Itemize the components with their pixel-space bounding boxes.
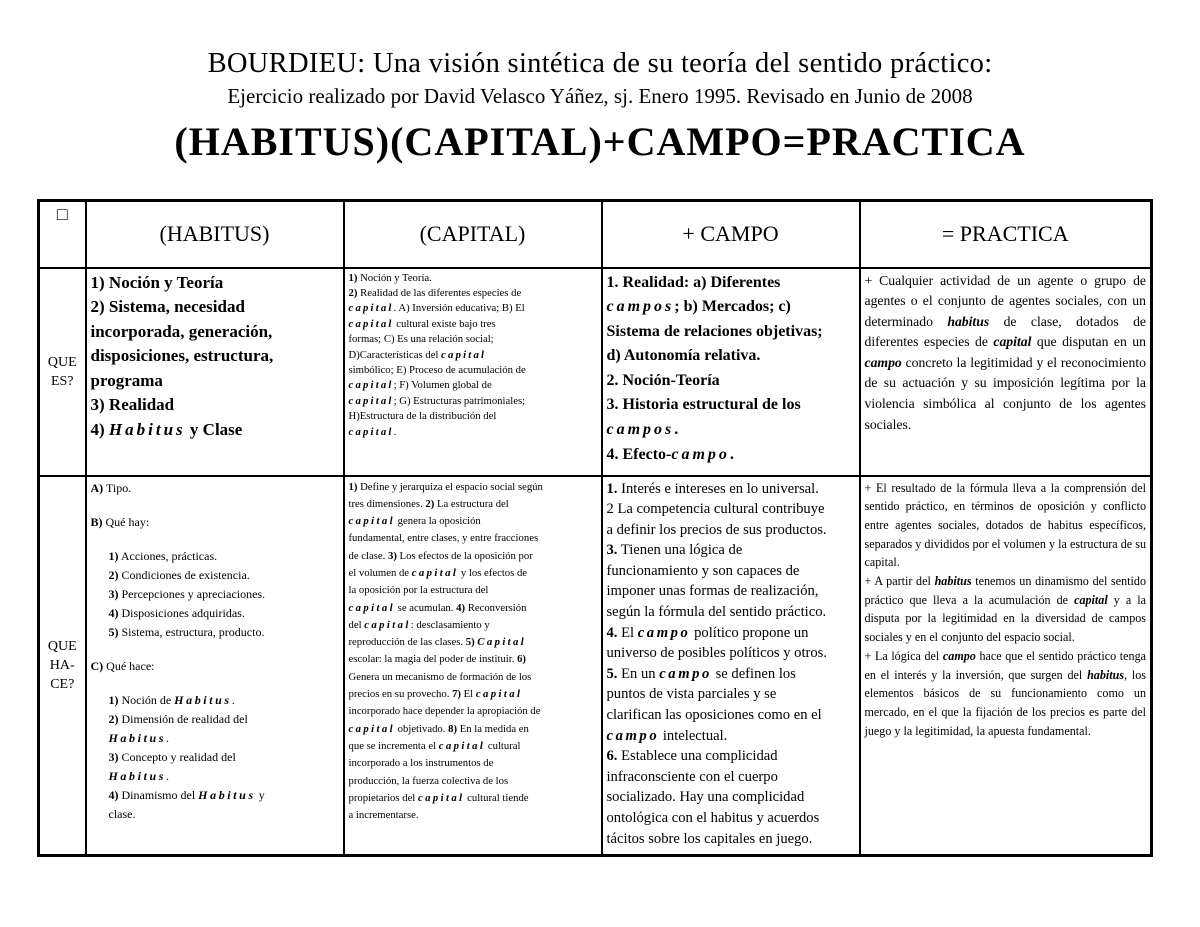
text-run: capital — [441, 348, 487, 361]
text-run: Tienen una lógica de — [617, 542, 743, 559]
text-run: 1. — [606, 480, 618, 497]
text-line — [607, 581, 855, 602]
text-run: capital — [348, 317, 394, 330]
text-run: intelectual. — [659, 727, 728, 744]
text-line — [91, 369, 339, 394]
text-run: habitus — [1087, 667, 1125, 682]
text-line — [349, 301, 597, 316]
text-run: Habitus — [198, 787, 256, 802]
text-run: 6. — [606, 748, 618, 765]
text-line — [607, 787, 855, 808]
text-paragraph — [865, 271, 1147, 436]
text-run: imponer unas formas de realización, — [606, 583, 819, 600]
text-run: socializado. Hay una complicidad — [606, 789, 805, 806]
text-run: cultural — [485, 739, 521, 752]
text-line — [349, 425, 597, 440]
text-run: Noción de — [118, 692, 175, 707]
row-label-que-hace — [39, 476, 86, 856]
column-header-capital: (CAPITAL) — [344, 201, 602, 268]
header-marker-cell — [39, 201, 86, 268]
row-label-que-es — [39, 268, 86, 476]
text-run: La estructura del — [434, 497, 509, 510]
text-run: y — [255, 787, 265, 802]
text-line — [91, 604, 339, 623]
text-run: El — [617, 624, 638, 641]
text-run: Dinamismo del — [118, 787, 199, 802]
text-run: 2) — [90, 297, 105, 316]
text-run: 2) — [425, 497, 435, 510]
text-run: capital — [348, 601, 395, 614]
document-title: BOURDIEU: Una visión sintética de su teoría del sentido práctico: — [207, 48, 993, 79]
text-run: se acumulan. — [394, 601, 457, 614]
text-run: . — [729, 445, 734, 463]
text-run: Sistema de relaciones objetivas; — [606, 322, 823, 340]
text-run: Qué hay: — [102, 514, 150, 529]
text-line — [607, 705, 855, 726]
text-run: campo — [659, 665, 712, 682]
text-run: Habitus — [108, 730, 167, 745]
text-run: campos — [606, 421, 675, 439]
text-run: 4) — [108, 605, 119, 620]
cell-practica-que-es — [860, 268, 1152, 476]
text-line — [91, 566, 339, 585]
line-gap — [91, 676, 339, 691]
text-run: 1) — [348, 480, 358, 493]
column-header-habitus: (HABITUS) — [86, 201, 344, 268]
line-gap — [91, 498, 339, 513]
text-line — [349, 286, 597, 301]
text-run: precios en su provecho. — [348, 688, 453, 701]
text-run: y a la disputa por la legitimidad en la diversidad de campos sociales y en el conjunto del espacio social. — [864, 592, 1146, 645]
text-run: y los efectos de — [458, 566, 528, 579]
text-run: Interés e intereses en lo universal. — [617, 480, 819, 497]
text-run: campo — [864, 354, 902, 370]
text-line — [91, 805, 339, 824]
text-run: ; F) Volumen global de — [393, 379, 492, 392]
text-run: concreto la legitimidad y el reconocimiento de su actuación y su imposición legítima por la violencia simbólica al conjunto de los agentes sociales. — [864, 354, 1146, 432]
text-run: El — [460, 688, 476, 701]
text-line — [349, 738, 597, 755]
text-run: + Cualquier actividad de un agente o grupo de agentes o el conjunto de agentes sociales, con un determinado — [864, 272, 1146, 329]
text-run: el volumen de — [348, 566, 412, 579]
text-run: 4. Efecto- — [606, 445, 672, 463]
text-line — [607, 643, 855, 664]
row-label-que-es-text: QUE ES? — [47, 354, 77, 389]
text-run: + El resultado de la fórmula lleva a la comprensión del sentido práctico, en términos de oposición y conflicto entre agentes sociales, dotados de habitus específicos, separados y divididos por el volumen y la estructura de su capital. — [864, 480, 1146, 570]
text-run: capital — [438, 739, 486, 752]
text-run: 2 La competencia cultural contribuye — [606, 501, 825, 518]
text-run: . — [166, 730, 170, 745]
text-run: según la fórmula del sentido práctico. — [606, 604, 827, 621]
text-run: ; b) Mercados; c) — [674, 298, 791, 316]
text-line — [607, 767, 855, 788]
text-run: tácitos sobre los capitales en juego. — [606, 830, 813, 847]
text-run: capital — [475, 688, 523, 701]
text-run: capital — [348, 302, 394, 315]
text-line — [349, 317, 597, 332]
text-run: 1) — [108, 548, 119, 563]
text-run: universo de posibles políticos y otros. — [606, 645, 828, 662]
text-run: político propone un — [690, 624, 809, 641]
text-run: Condiciones de existencia. — [118, 567, 250, 582]
text-line — [349, 703, 597, 720]
text-run: Habitus — [108, 419, 186, 439]
text-line — [607, 369, 855, 394]
text-run: se definen los — [711, 665, 796, 682]
text-line — [349, 271, 597, 286]
text-line — [91, 418, 339, 443]
text-run: D)Características del — [348, 348, 442, 361]
text-run: genera la oposición — [394, 515, 481, 528]
text-line — [607, 520, 855, 541]
text-run: capital — [348, 394, 394, 407]
text-line — [607, 623, 855, 644]
text-run: incorporado a los instrumentos de — [348, 757, 494, 770]
text-run: la oposición por la estructura del — [348, 584, 489, 597]
text-run: . — [231, 692, 235, 707]
text-run: que disputan en un — [1031, 334, 1146, 350]
text-run: capital — [348, 425, 394, 438]
text-line — [91, 513, 339, 532]
text-run: 2) — [108, 711, 119, 726]
text-run: . — [674, 421, 679, 439]
text-run: Establece una complicidad — [617, 748, 778, 765]
text-run: incorporada, generación, — [90, 321, 273, 341]
checkbox-glyph: □ — [56, 204, 68, 224]
text-run: objetivado. — [394, 722, 449, 735]
text-run: campos — [606, 298, 675, 316]
text-run: capital — [348, 379, 394, 392]
text-line — [91, 623, 339, 642]
text-run: + La lógica del — [864, 648, 943, 663]
text-paragraph — [865, 572, 1147, 647]
text-line — [91, 295, 339, 320]
text-run: funcionamiento y son capaces de — [606, 562, 800, 579]
text-run: Noción y Teoría. — [357, 271, 432, 284]
text-run: programa — [90, 370, 163, 390]
text-line — [607, 344, 855, 369]
text-run: 3) — [108, 586, 119, 601]
column-header-practica: = PRACTICA — [860, 201, 1152, 268]
text-run: 4) — [90, 419, 105, 439]
text-run: capital — [348, 515, 395, 528]
text-run: capital — [1074, 592, 1108, 607]
table-row-que-es — [39, 268, 1152, 476]
text-paragraph — [865, 479, 1147, 573]
text-line — [607, 393, 855, 418]
text-line — [607, 808, 855, 829]
text-run: Disposiciones adquiridas. — [118, 605, 245, 620]
text-run: escolar: la magia del poder de instituir. — [348, 653, 518, 666]
text-line — [349, 686, 597, 703]
text-line — [91, 479, 339, 498]
text-run: capital — [348, 722, 395, 735]
text-run: Tipo. — [103, 480, 132, 495]
table-row-que-hace — [39, 476, 1152, 856]
text-run: capital — [411, 566, 459, 579]
text-run: campo — [606, 727, 660, 744]
text-run: ontológica con el habitus y acuerdos — [606, 810, 820, 826]
text-run: 7) — [452, 688, 461, 701]
text-line — [349, 651, 597, 668]
text-line — [349, 496, 597, 513]
cell-capital-que-hace — [344, 476, 602, 856]
text-paragraph — [865, 647, 1147, 741]
text-run: tenemos un dinamismo del sentido práctico que lleva a la acumulación de — [864, 574, 1146, 607]
text-line — [349, 755, 597, 772]
text-run: En un — [617, 665, 660, 682]
text-run: infraconsciente con el cuerpo — [606, 768, 778, 785]
text-run: 3) — [90, 395, 105, 414]
text-run: Sistema, necesidad — [104, 297, 245, 316]
text-run: producción, la fuerza colectiva de los — [348, 774, 509, 787]
document-subtitle: Ejercicio realizado por David Velasco Yáñez, sj. Enero 1995. Revisado en Junio de 2008 — [227, 84, 973, 108]
text-run: capital — [993, 334, 1032, 350]
text-line — [349, 348, 597, 363]
text-run: . A) Inversión educativa; B) El — [393, 302, 525, 315]
text-run: 6) — [517, 653, 526, 666]
cell-habitus-que-es — [86, 268, 344, 476]
text-line — [91, 691, 339, 710]
text-run: a definir los precios de sus productos. — [606, 521, 827, 538]
text-run: 1) — [348, 271, 358, 284]
text-line — [607, 664, 855, 685]
text-run: clase. — [108, 806, 136, 821]
text-run: campo — [942, 648, 976, 663]
text-run: 1) — [90, 272, 105, 292]
text-run: 5) — [108, 624, 119, 639]
cell-capital-que-es — [344, 268, 602, 476]
text-line — [91, 271, 339, 296]
text-run: capital — [417, 791, 465, 804]
text-line — [349, 721, 597, 738]
text-line — [91, 729, 339, 748]
text-run: . — [166, 768, 170, 783]
text-run: clarifican las oposiciones como en el — [606, 707, 822, 724]
text-run: ; G) Estructuras patrimoniales; — [393, 394, 526, 407]
text-line — [91, 393, 339, 418]
text-run: de clase, dotados de diferentes especies de — [864, 313, 1146, 350]
text-run: Concepto y realidad del — [118, 749, 236, 764]
text-line — [91, 786, 339, 805]
text-run: d) Autonomía relativa. — [606, 347, 761, 365]
text-run: Realidad — [104, 395, 175, 414]
text-run: habitus — [934, 574, 972, 589]
text-line — [349, 530, 597, 547]
text-run: 8) — [448, 722, 458, 735]
text-line — [91, 320, 339, 345]
text-line — [607, 499, 855, 520]
text-run: 1. Realidad: a) Diferentes — [606, 273, 781, 291]
text-run: y Clase — [185, 419, 243, 439]
text-run: C) — [90, 658, 104, 673]
text-run: En la medida en — [457, 722, 529, 735]
text-line — [349, 582, 597, 599]
text-line — [349, 394, 597, 409]
text-line — [349, 790, 597, 807]
text-line — [607, 540, 855, 561]
text-line — [349, 634, 597, 651]
text-line — [349, 669, 597, 686]
text-run: 3) — [108, 749, 119, 764]
text-run: 4. — [606, 624, 618, 641]
text-run: Noción y Teoría — [104, 272, 224, 292]
text-run: a incrementarse. — [348, 809, 419, 822]
text-line — [607, 602, 855, 623]
text-line — [607, 561, 855, 582]
cell-practica-que-hace — [860, 476, 1152, 856]
text-line — [607, 726, 855, 747]
text-run: reproducción de las clases. — [348, 636, 466, 649]
text-line — [349, 363, 597, 378]
text-run: de clase. — [348, 549, 388, 562]
summary-table — [37, 199, 1153, 857]
text-run: 3) — [387, 549, 397, 562]
text-run: Define y jerarquiza el espacio social según — [357, 480, 543, 493]
text-run: fundamental, entre clases, y entre fracciones — [348, 532, 539, 545]
document-header — [0, 46, 1200, 168]
text-run: hace que el sentido práctico tenga en el interés y la inversión, que surgen del — [864, 648, 1146, 682]
text-line — [91, 767, 339, 786]
text-run: Acciones, prácticas. — [118, 548, 218, 563]
line-gap — [91, 642, 339, 657]
text-run: H)Estructura de la distribución del — [348, 410, 497, 423]
text-run: 2) — [108, 567, 119, 582]
text-line — [349, 378, 597, 393]
text-line — [607, 295, 855, 320]
text-run: 3. Historia estructural de los — [606, 396, 801, 414]
text-run: 2) — [348, 286, 358, 299]
text-line — [607, 746, 855, 767]
row-label-que-hace-text: QUE HA- CE? — [47, 638, 77, 692]
text-line — [349, 617, 597, 634]
text-line — [607, 320, 855, 345]
text-run: campo — [671, 445, 730, 463]
text-run: disposiciones, estructura, — [90, 346, 274, 365]
text-run: 3. — [606, 542, 618, 559]
text-run: que se incrementa el — [348, 739, 439, 752]
text-line — [607, 271, 855, 296]
text-run: 2. Noción-Teoría — [606, 371, 720, 389]
text-line — [607, 418, 855, 443]
cell-habitus-que-hace — [86, 476, 344, 856]
text-run: Percepciones y apreciaciones. — [118, 586, 266, 601]
text-line — [349, 409, 597, 424]
text-run: Dimensión de realidad del — [118, 711, 248, 726]
text-line — [607, 443, 855, 468]
text-run: Habitus — [108, 768, 167, 783]
formula-heading: (HABITUS)(CAPITAL)+CAMPO=PRACTICA — [174, 119, 1026, 164]
text-run: incorporado hace depender la apropiación de — [348, 705, 541, 718]
text-line — [91, 710, 339, 729]
text-run: + A partir del — [864, 574, 935, 589]
text-line — [91, 657, 339, 676]
text-run: B) — [90, 514, 103, 529]
cell-campo-que-hace — [602, 476, 860, 856]
text-run: propietarios del — [348, 791, 418, 804]
text-run: Los efectos de la oposición por — [396, 549, 533, 562]
text-line — [349, 773, 597, 790]
cell-campo-que-es — [602, 268, 860, 476]
text-run: campo — [637, 624, 691, 641]
column-header-campo: + CAMPO — [602, 201, 860, 268]
text-run: : desclasamiento y — [410, 618, 490, 631]
line-gap — [91, 532, 339, 547]
text-run: capital — [364, 618, 411, 631]
text-line — [91, 748, 339, 767]
text-run: Genera un mecanismo de formación de los — [348, 670, 532, 683]
text-run: habitus — [947, 313, 990, 329]
text-line — [349, 548, 597, 565]
text-run: Habitus — [174, 692, 232, 707]
text-line — [607, 684, 855, 705]
text-run: del — [348, 618, 365, 631]
text-run: Reconversión — [465, 601, 527, 614]
text-run: formas; C) Es una relación social; — [348, 333, 494, 346]
text-run: 4) — [108, 787, 119, 802]
text-run: 1) — [108, 692, 119, 707]
text-line — [349, 513, 597, 530]
text-line — [607, 479, 855, 500]
text-line — [349, 807, 597, 824]
text-run: cultural tiende — [464, 791, 529, 804]
text-run: puntos de vista parciales y se — [606, 686, 777, 703]
text-run: Sistema, estructura, producto. — [118, 624, 265, 639]
text-line — [349, 600, 597, 617]
text-run: 5. — [606, 665, 618, 682]
text-run: simbólico; E) Proceso de acumulación de — [348, 363, 526, 376]
text-line — [91, 585, 339, 604]
text-run: Capital — [477, 636, 527, 649]
text-line — [349, 565, 597, 582]
text-run: 4) — [456, 601, 466, 614]
text-line — [349, 479, 597, 496]
text-run: Qué hace: — [103, 658, 155, 673]
text-run: cultural existe bajo tres — [393, 317, 496, 330]
text-run: . — [393, 425, 397, 438]
text-run: Realidad de las diferentes especies de — [357, 286, 522, 299]
text-run: A) — [90, 480, 104, 495]
text-run: 5) — [465, 636, 475, 649]
text-run: , los elementos básicos de su funcionamiento como un mercado, en el que la fijación de los precios es parte del juego y la legitimidad, la apuesta fundamental. — [864, 667, 1146, 738]
text-line — [91, 547, 339, 566]
table-header-row — [39, 201, 1152, 268]
text-line — [91, 344, 339, 369]
text-line — [607, 829, 855, 850]
text-run: tres dimensiones. — [348, 497, 426, 510]
text-line — [349, 332, 597, 347]
